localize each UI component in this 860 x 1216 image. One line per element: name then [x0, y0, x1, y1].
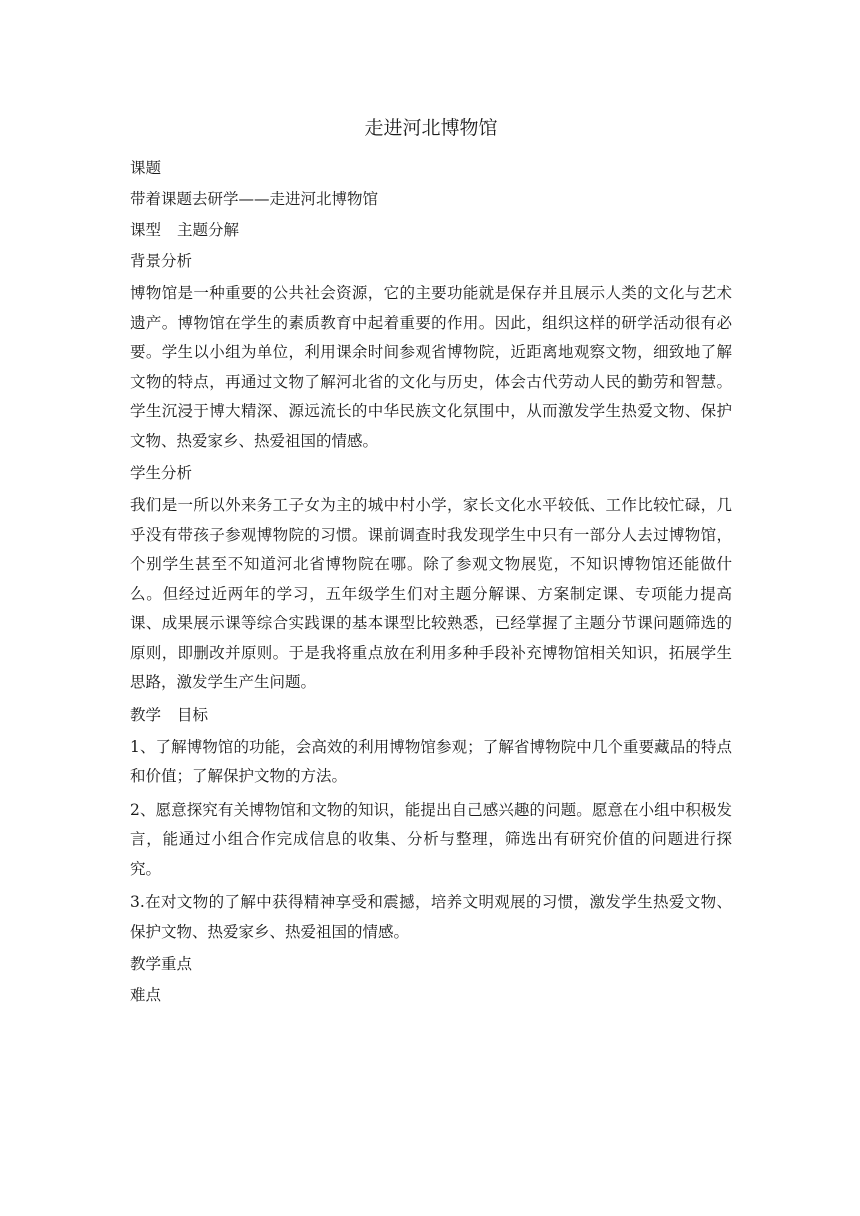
- goals-heading: [130, 700, 732, 731]
- difficulties-heading: 难点: [130, 986, 162, 1004]
- background-heading: 背景分析: [130, 252, 193, 270]
- goal-item: 2、愿意探究有关博物馆和文物的知识，能提出自己感兴趣的问题。愿意在小组中积极发言，能通过小组合作完成信息的收集、分析与整理，筛选出有研究价值的问题进行探究。: [130, 800, 732, 878]
- course-topic: 带着课题去研学——走进河北博物馆: [130, 190, 379, 208]
- goal-item: 3.在对文物的了解中获得精神享受和震撼，培养文明观展的习惯，激发学生热爱文物、保护文物、热爱家乡、热爱祖国的情感。: [130, 893, 732, 941]
- course-topic-label: 课题: [130, 159, 162, 177]
- course-type-label: 课型: [130, 221, 162, 239]
- goals-label-a: 教学: [130, 705, 162, 724]
- document-body: [130, 115, 732, 1011]
- document-title: 走进河北博物馆: [364, 117, 498, 139]
- goals-label-b: 目标: [177, 705, 209, 724]
- student-heading: 学生分析: [130, 464, 193, 482]
- course-type-row: [130, 215, 732, 246]
- key-points-heading: 教学重点: [130, 955, 193, 973]
- student-paragraph: 我们是一所以外来务工子女为主的城中村小学，家长文化水平较低、工作比较忙碌，几乎没有带孩子参观博物院的习惯。课前调查时我发现学生中只有一部分人去过博物馆，个别学生甚至不知道河北省博物院在哪。除了参观文物展览，不知识博物馆还能做什么。但经过近两年的学习，五年级学生们对主题分解课、方案制定课、专项能力提高课、成果展示课等综合实践课的基本课型比较熟悉，已经掌握了主题分节课问题筛选的原则，即删改并原则。于是我将重点放在利用多种手段补充博物馆相关知识，拓展学生思路，激发学生产生问题。: [130, 496, 732, 691]
- goal-item: 1、了解博物馆的功能，会高效的利用博物馆参观；了解省博物院中几个重要藏品的特点和价值；了解保护文物的方法。: [130, 737, 732, 785]
- course-type-value: 主题分解: [177, 221, 240, 239]
- background-paragraph: 博物馆是一种重要的公共社会资源，它的主要功能就是保存并且展示人类的文化与艺术遗产。博物馆在学生的素质教育中起着重要的作用。因此，组织这样的研学活动很有必要。学生以小组为单位，利用课余时间参观省博物院，近距离地观察文物，细致地了解文物的特点，再通过文物了解河北省的文化与历史，体会古代劳动人民的勤劳和智慧。学生沉浸于博大精深、源远流长的中华民族文化氛围中，从而激发学生热爱文物、保护文物、热爱家乡、热爱祖国的情感。: [130, 284, 732, 450]
